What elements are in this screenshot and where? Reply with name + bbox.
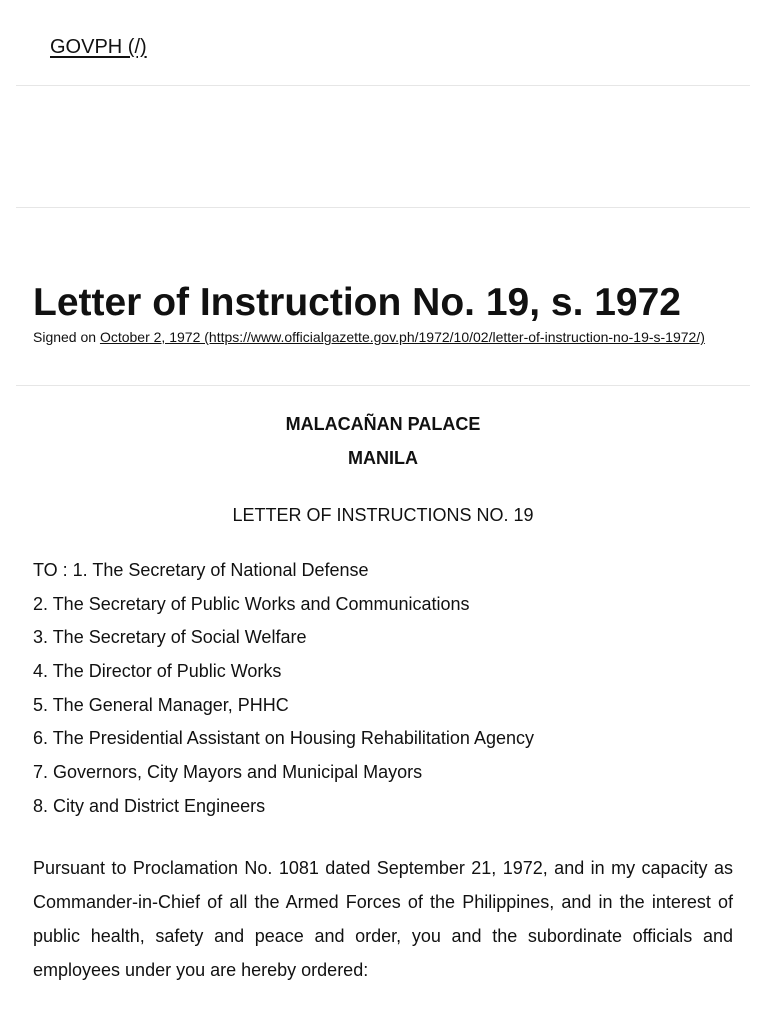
body-paragraph: Pursuant to Proclamation No. 1081 dated September 21, 1972, and in my capacity as Commander-in-Chief of all the Armed Forces of the Philippines, and in the interest of public health, safety and peace and order, you and the subordinate officials and employees under you are hereby ordered: <box>33 858 733 980</box>
instruction-heading: LETTER OF INSTRUCTIONS NO. 19 <box>232 505 534 525</box>
banner-area <box>16 86 750 208</box>
signed-prefix: Signed on <box>33 329 100 345</box>
recipient-item: 5. The General Manager, PHHC <box>33 694 289 715</box>
govph-home-link[interactable]: GOVPH (/) <box>50 36 147 58</box>
recipient-item: 2. The Secretary of Public Works and Communications <box>33 593 470 614</box>
signed-date-line <box>33 329 723 345</box>
recipient-item: 3. The Secretary of Social Welfare <box>33 627 307 648</box>
recipient-item: 7. Governors, City Mayors and Municipal Mayors <box>33 762 423 783</box>
document-title-block <box>16 208 750 386</box>
recipient-list <box>33 559 733 829</box>
recipient-item: 6. The Presidential Assistant on Housing Rehabilitation Agency <box>33 728 534 749</box>
issuer-line-city: MANILA <box>348 448 418 468</box>
issuer-line-palace: MALACAÑAN PALACE <box>285 414 481 434</box>
site-header <box>16 0 750 86</box>
page-title: Letter of Instruction No. 19, s. 1972 <box>33 281 681 324</box>
recipient-item: 8. City and District Engineers <box>33 795 266 816</box>
signed-date-link[interactable]: October 2, 1972 (https://www.officialgazette.gov.ph/1972/10/02/letter-of-instruction-no-19-s-1972/) <box>99 329 705 345</box>
recipient-item: TO : 1. The Secretary of National Defense <box>33 560 369 580</box>
recipient-item: 4. The Director of Public Works <box>33 661 282 682</box>
